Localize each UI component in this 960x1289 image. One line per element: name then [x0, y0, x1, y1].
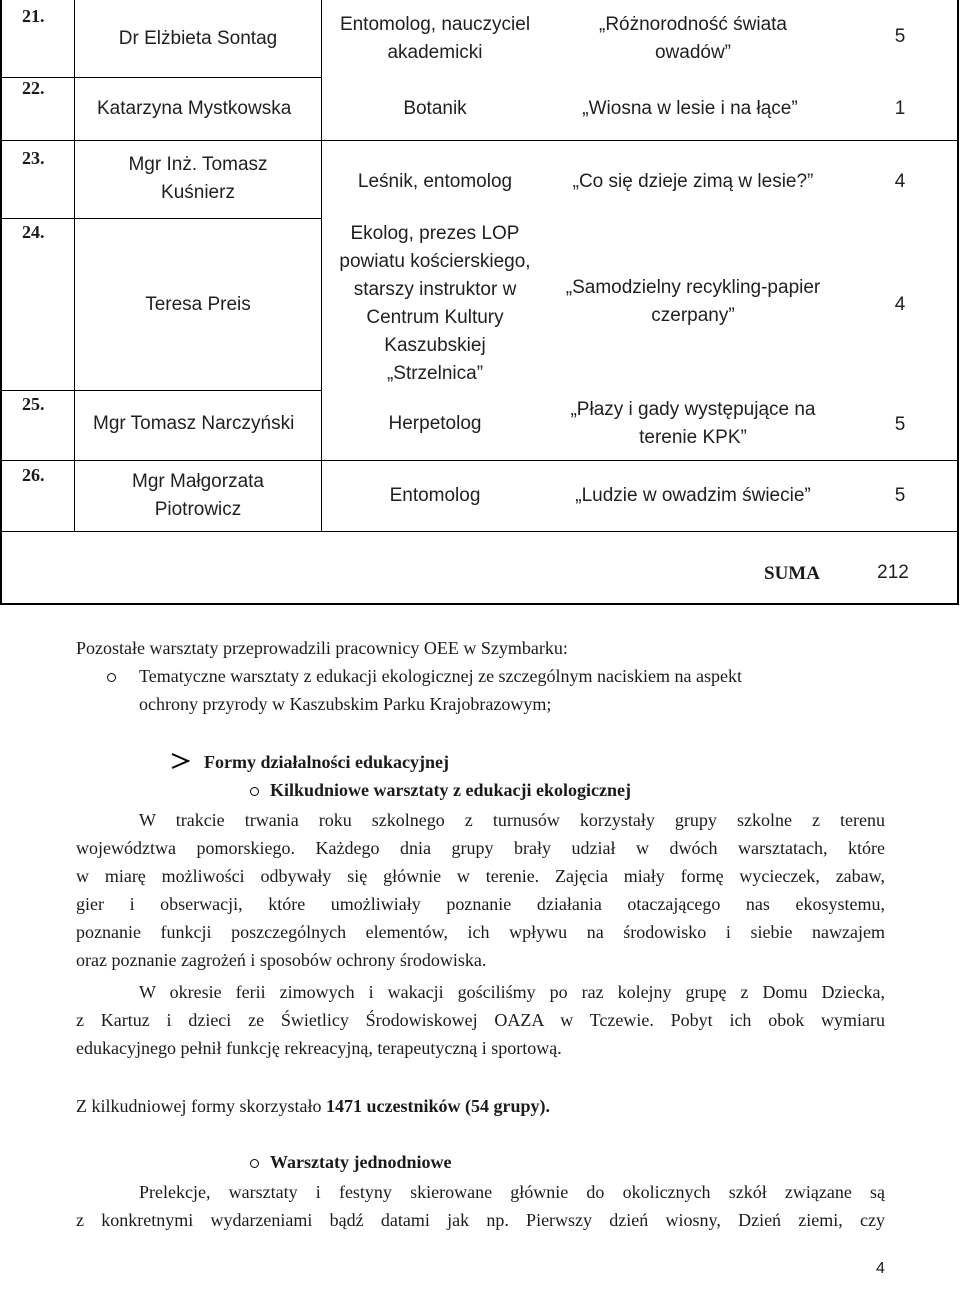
paragraph-line: gier i obserwacji, które umożliwiały poznanie działania otaczającego nas ekosystemu,: [76, 894, 885, 914]
bullet-text-line: ochrony przyrody w Kaszubskim Parku Krajobrazowym;: [139, 694, 552, 714]
suma-value: 212: [877, 562, 909, 583]
table-cell-count: 5: [894, 26, 906, 47]
row-number: 22.: [22, 78, 45, 98]
table-cell-role: Ekolog, prezes LOP powiatu kościerskiego, starszy instruktor w Centrum Kultury Kaszubskiej „Strzelnica”: [339, 223, 531, 384]
paragraph-line: poznanie funkcji poszczególnych elementów, ich wpływu na środowisko i siebie nawzajem: [76, 922, 885, 942]
arrow-bullet-icon: [170, 752, 192, 770]
table-cell-role: Leśnik, entomolog: [357, 171, 513, 192]
table-cell-name: Dr Elżbieta Sontag: [118, 27, 278, 49]
table-cell-name: Mgr Małgorzata Piotrowicz: [132, 471, 264, 520]
table-cell-name: Mgr Tomasz Narczyński: [93, 413, 295, 434]
participants-count: 1471 uczestników (54 grupy).: [325, 1096, 550, 1116]
row-number: 25.: [22, 394, 45, 414]
paragraph-line: województwa pomorskiego. Każdego dnia grupy brały udział w dwóch warsztatach, które: [76, 838, 885, 858]
row-number: 24.: [22, 222, 45, 242]
paragraph-line: Prelekcje, warsztaty i festyny skierowane głównie do okolicznych szkół związane są: [139, 1182, 885, 1202]
table-cell-topic: „Ludzie w owadzim świecie”: [575, 485, 811, 506]
bullet-icon: [250, 787, 259, 796]
table-cell-count: 1: [894, 98, 906, 119]
table-cell-topic: „Samodzielny recykling-papier czerpany”: [565, 277, 821, 326]
table-cell-count: 4: [894, 294, 906, 315]
table-cell-name: Teresa Preis: [145, 293, 251, 315]
bullet-icon: [107, 673, 116, 682]
participants-summary: Z kilkudniowej formy skorzystało 1471 uczestników (54 grupy).: [76, 1096, 550, 1116]
table-cell-name: Katarzyna Mystkowska: [97, 98, 292, 119]
paragraph-line: z konkretnymi wydarzeniami bądź datami jak np. Pierwszy dzień wiosny, Dzień ziemi, czy: [76, 1210, 885, 1230]
table-cell-role: Herpetolog: [388, 413, 482, 434]
paragraph-line: W okresie ferii zimowych i wakacji gościliśmy po raz kolejny grupę z Domu Dziecka,: [139, 982, 885, 1002]
subsection-heading: Kilkudniowe warsztaty z edukacji ekologicznej: [270, 780, 631, 800]
row-number: 21.: [22, 6, 45, 26]
table-cell-count: 5: [894, 485, 906, 506]
table-cell-role: Entomolog, nauczyciel akademicki: [339, 13, 531, 63]
intro-paragraph: Pozostałe warsztaty przeprowadzili pracownicy OEE w Szymbarku:: [76, 638, 568, 658]
table-cell-role: Botanik: [403, 98, 467, 119]
page-number: 4: [876, 1260, 885, 1277]
paragraph-line: edukacyjnego pełnił funkcję rekreacyjną, terapeutyczną i sportową.: [76, 1038, 562, 1058]
paragraph-line: oraz poznanie zagrożeń i sposobów ochrony środowiska.: [76, 950, 487, 970]
table-cell-topic: „Płazy i gady występujące na terenie KPK”: [570, 399, 816, 448]
paragraph-line: z Kartuz i dzieci ze Świetlicy Środowiskowej OAZA w Tczewie. Pobyt ich obok wymiaru: [76, 1010, 885, 1030]
table-cell-topic: „Różnorodność świata owadów”: [599, 13, 787, 63]
bullet-text-line: Tematyczne warsztaty z edukacji ekologicznej ze szczególnym naciskiem na aspekt: [139, 666, 742, 686]
table-cell-topic: „Wiosna w lesie i na łące”: [582, 98, 798, 119]
subsection-heading: Warsztaty jednodniowe: [270, 1152, 452, 1172]
bullet-icon: [250, 1159, 259, 1168]
paragraph-line: w miarę możliwości odbywały się głównie w terenie. Zajęcia miały formę wycieczek, zabaw,: [76, 866, 885, 886]
row-number: 26.: [22, 465, 45, 485]
table-cell-count: 4: [894, 171, 906, 192]
suma-label: SUMA: [764, 563, 820, 584]
table-cell-topic: „Co się dzieje zimą w lesie?”: [572, 171, 814, 192]
section-heading: Formy działalności edukacyjnej: [204, 752, 449, 772]
table-cell-role: Entomolog: [389, 485, 481, 506]
table-cell-name: Mgr Inż. Tomasz Kuśnierz: [128, 154, 268, 203]
row-number: 23.: [22, 148, 45, 168]
table-cell-count: 5: [894, 414, 906, 435]
paragraph-line: W trakcie trwania roku szkolnego z turnusów korzystały grupy szkolne z terenu: [139, 810, 885, 830]
